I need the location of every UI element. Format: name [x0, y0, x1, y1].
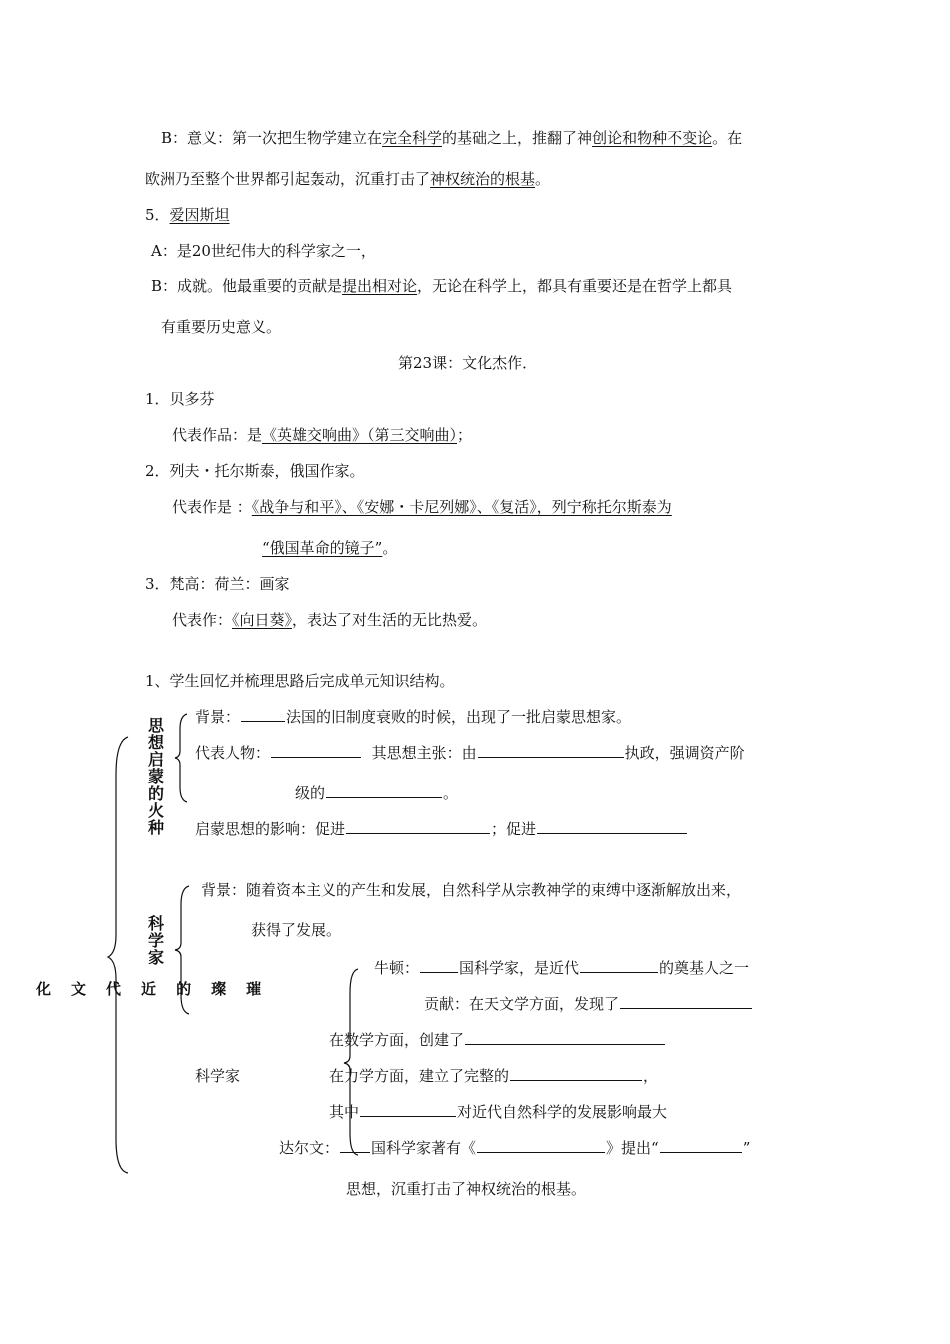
- text: ；: [457, 426, 473, 444]
- fill-blank[interactable]: [510, 1066, 642, 1081]
- scientists-label: 科学家: [195, 1067, 241, 1085]
- text: 贡献：在天文学方面，发现了: [424, 995, 620, 1013]
- horizontal-title: [36, 978, 281, 999]
- enlight-background: [195, 707, 631, 727]
- text: 的奠基人之一: [659, 959, 750, 977]
- text: ”: [742, 1139, 751, 1157]
- einstein-heading: [145, 205, 230, 225]
- text: 。: [443, 784, 459, 802]
- text: 。在: [712, 129, 743, 147]
- text: ，无论在科学上，都具有重要还是在哲学上都具: [417, 277, 733, 295]
- vangogh-heading: 3．梵高：荷兰：画家: [145, 575, 290, 593]
- text: 》提出“: [606, 1139, 659, 1157]
- text: 的基础之上，推翻了神: [442, 129, 593, 147]
- outer-bracket: [108, 735, 130, 1175]
- text: 代表作是 ：: [172, 498, 252, 516]
- beethoven-heading: 1．贝多芬: [145, 390, 215, 408]
- text: 。: [535, 170, 551, 188]
- fill-blank[interactable]: [478, 743, 624, 758]
- beethoven-work: [172, 425, 472, 445]
- fill-blank[interactable]: [360, 1102, 456, 1117]
- newton-bracket-path: [344, 969, 358, 1155]
- newton-math: [329, 1030, 666, 1050]
- newton-line: [374, 958, 749, 978]
- fill-blank[interactable]: [326, 783, 442, 798]
- darwin-line: [279, 1138, 750, 1158]
- underlined-text: 《英雄交响曲》（第三交响曲）: [262, 426, 458, 444]
- underlined-text: 神权统治的根基: [430, 170, 536, 188]
- text: 对近代自然科学的发展影响最大: [457, 1103, 668, 1121]
- text: 代表人物：: [195, 744, 271, 762]
- fill-blank[interactable]: [660, 1138, 742, 1153]
- text: 级的: [295, 784, 326, 802]
- text: 代表作：: [172, 611, 233, 629]
- enlight-bracket-path: [175, 714, 187, 802]
- fill-blank[interactable]: [420, 958, 458, 973]
- underlined-text: 《战争与和平》、《安娜・卡尼列娜》、《复活》，列宁称托尔斯泰为: [251, 498, 672, 516]
- text: ，: [643, 1067, 659, 1085]
- tolstoy-work: [172, 497, 672, 517]
- text: ，表达了对生活的无比热爱。: [292, 611, 488, 629]
- fill-blank[interactable]: [580, 958, 658, 973]
- fill-blank[interactable]: [537, 819, 687, 834]
- fill-blank[interactable]: [241, 707, 285, 722]
- tolstoy-heading: 2．列夫・托尔斯泰，俄国作家。: [145, 462, 365, 480]
- text: 其思想主张：由: [371, 744, 477, 762]
- text: ；促进: [491, 820, 537, 838]
- text: 在数学方面，创建了: [329, 1031, 465, 1049]
- text: 代表作品：是: [172, 426, 263, 444]
- fill-blank[interactable]: [340, 1138, 370, 1153]
- enlight-influence: [195, 819, 688, 839]
- outer-bracket-path: [108, 737, 128, 1173]
- enlight-representatives: [195, 743, 745, 763]
- title-char: 代: [106, 980, 122, 998]
- title-char: 的: [176, 980, 192, 998]
- review-intro: 1、学生回忆并梳理思路后完成单元知识结构。: [145, 672, 455, 690]
- underlined-text: 《向日葵》: [232, 611, 293, 629]
- underlined-text: 完全科学: [382, 129, 443, 147]
- text: 5．: [145, 206, 170, 224]
- meaning-line-2: [145, 169, 550, 189]
- title-char: 璨: [211, 980, 227, 998]
- text: 其中: [329, 1103, 360, 1121]
- enlight-representatives-cont: [295, 783, 458, 803]
- underlined-text: 提出相对论: [342, 277, 418, 295]
- vertical-title-enlightenment: 思想启蒙的火种: [147, 716, 164, 837]
- underlined-text: 爱因斯坦: [169, 206, 230, 224]
- newton-bracket: [343, 968, 359, 1156]
- sci-background: 背景：随着资本主义的产生和发展，自然科学从宗教神学的束缚中逐渐解放出来，: [201, 881, 742, 899]
- fill-blank[interactable]: [465, 1030, 665, 1045]
- text: 牛顿：: [374, 959, 420, 977]
- text: 国科学家，是近代: [459, 959, 580, 977]
- newton-contribution: [424, 994, 753, 1014]
- title-char: 璀: [246, 980, 262, 998]
- text: 执政，强调资产阶: [624, 744, 745, 762]
- text: 欧洲乃至整个世界都引起轰动，沉重打击了: [145, 170, 431, 188]
- meaning-line-1: [161, 128, 742, 148]
- darwin-line-cont: 思想，沉重打击了神权统治的根基。: [346, 1180, 587, 1198]
- title-char: 近: [141, 980, 157, 998]
- title-char: 化: [36, 980, 52, 998]
- newton-mechanics: [329, 1066, 658, 1086]
- einstein-b-cont: 有重要历史意义。: [161, 318, 282, 336]
- text: 在力学方面，建立了完整的: [329, 1067, 510, 1085]
- fill-blank[interactable]: [620, 994, 752, 1009]
- text: 法国的旧制度衰败的时候，出现了一批启蒙思想家。: [286, 708, 632, 726]
- lesson-title: 第23课：文化杰作．: [398, 354, 538, 372]
- text: B：意义：第一次把生物学建立在: [161, 129, 383, 147]
- einstein-a: A：是20世纪伟大的科学家之一，: [151, 242, 376, 260]
- enlight-bracket: [174, 713, 188, 803]
- underlined-text: 创论和物种不变论: [592, 129, 713, 147]
- text: 背景：: [195, 708, 241, 726]
- fill-blank[interactable]: [477, 1138, 605, 1153]
- text: B：成就。他最重要的贡献是: [151, 277, 343, 295]
- einstein-b: [151, 276, 732, 296]
- vangogh-work: [172, 610, 487, 630]
- text: 国科学家著有《: [371, 1139, 477, 1157]
- text: 达尔文：: [279, 1139, 340, 1157]
- newton-most-influential: [329, 1102, 667, 1122]
- vertical-title-scientists: 科学家: [147, 914, 164, 967]
- title-char: 文: [71, 980, 87, 998]
- text: 。: [382, 539, 398, 557]
- tolstoy-work-cont: [262, 538, 397, 558]
- underlined-text: “俄国革命的镜子”: [262, 539, 383, 557]
- text: 启蒙思想的影响：促进: [195, 820, 346, 838]
- fill-blank[interactable]: [271, 743, 361, 758]
- fill-blank[interactable]: [346, 819, 490, 834]
- sci-background-cont: 获得了发展。: [251, 921, 342, 939]
